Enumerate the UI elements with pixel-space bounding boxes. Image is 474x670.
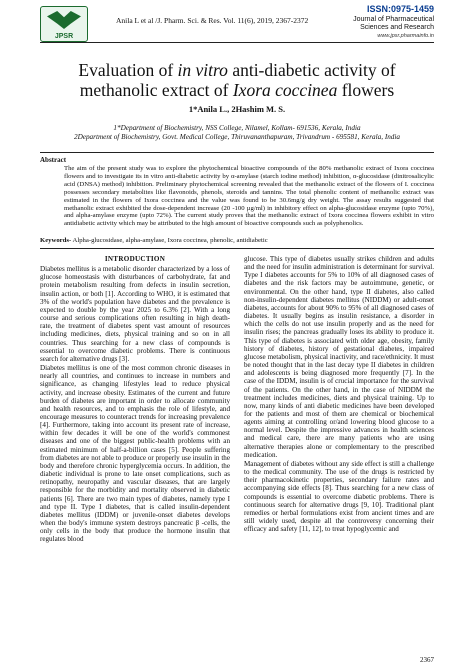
- affiliation-1: 1*Department of Biochemistry, NSS College, Nilamel, Kollam- 691536, Kerala, India: [113, 124, 361, 132]
- abstract-rule-bottom: [40, 248, 434, 249]
- title-italic-2: Ixora coccinea: [232, 80, 338, 100]
- paragraph: Management of diabetes without any side effect is still a challenge to the medical community. The use of the drugs is restricted by their pharmacokinetic properties, secondary failure rates and accompanying side effects [8]. Thus searching for a new class of compounds is essential to overcome diabetic problems. There is continuous search for alternative drugs [9, 10]. Traditional plant remedies or herbal formulations exist from ancient times and are still widely used, despite all the controversy concerning their efficacy and safety [11, 12], to treat hypoglycemic and: [244, 459, 434, 534]
- article-title: [40, 60, 434, 100]
- title-part-2: anti-diabetic activity of methanolic extract of: [79, 60, 396, 100]
- page-number: 2367: [420, 656, 434, 664]
- issn: ISSN:0975-1459: [366, 4, 434, 14]
- abstract-heading: Abstract: [40, 156, 67, 164]
- abstract-rule-top: [40, 152, 434, 153]
- introduction-heading: INTRODUCTION: [104, 255, 166, 263]
- running-header: Anila L et al /J. Pharm. Sci. & Res. Vol. 11(6), 2019, 2367-2372: [116, 16, 309, 25]
- right-column: [244, 255, 434, 534]
- keywords-text: Alpha-glucosidase, alpha-amylase, Ixora coccinea, phenolic, antidiabetic: [71, 237, 268, 244]
- title-italic-1: in vitro: [177, 60, 228, 80]
- title-part-3: flowers: [337, 80, 395, 100]
- paragraph: glucose. This type of diabetes usually strikes children and adults and the need for insulin administration is determinant for survival. Type I diabetes accounts for 5% to 10% of all diagnosed cases of diabetes and the risk factors may be autoimmune, genetic, or environmental. On the other hand, type II diabetes, also called non-insulin-dependent diabetes mellitus (NIDDM) or adult-onset diabetes, accounts for about 90% to 95% of all diagnosed cases of diabetes. It usually begins as insulin resistance, a disorder in which the cells do not use insulin properly and as the need for insulin rises; the pancreas gradually loses its ability to produce it. This type of diabetes is associated with older age, obesity, family history of diabetes, history of gestational diabetes, impaired glucose metabolism, physical inactivity, and race/ethnicity. It must be noted thought that in the last decay type II diabetes in children and adolescents is being diagnosed more frequently [7]. In the case of the IDDM, insulin is of crucial importance for the survival of the patients. On the other hand, in the case of NIDDM the treatment includes medicines, diets and physical training. Up to now, many kinds of anti diabetic medicines have been developed for the patients and most of them are chemical or biochemical agents aiming at controlling or/and lowering blood glucose to a normal level. Despite the impressive advances in health sciences and medical care, there are many patients who are using alternative therapies alone or complementary to the prescribed medication.: [244, 255, 434, 459]
- abstract-text: The aim of the present study was to explore the phytochemical bioactive compounds of the 80% methanolic extract of Ixora coccinea flowers and to investigate its in vitro anti-diabetic activity by α-amylase (starch iodine method) inhibition, α-glucosidase (dinitrosalicylic acid (DNSA) method) inhibition. Preliminary phytochemical screening revealed that the methanolic extract of the flowers of I. coccinea possesses secondary metabolites like flavonoids, phenols, steroids and tannins. The total phenolic content of methanolic extract was estimated in the flowers of Ixora coccinea and the value was found to be 30.6mg/g dry weight. The assay results suggested that methanolic extract exhibited the dose-dependent increase (20 -100 µg/ml) in inhibitory effect on alpha-glucosidase enzyme (upto 70%), and alpha-amylase enzyme (upto 72%). The current study proves that the methanolic extract of Ixora coccinea flowers exhibit in vitro antidiabetic activity which may be attributed to the high amount of bioactive compounds such as polyphenolics.: [64, 165, 434, 228]
- affiliations: [40, 124, 434, 142]
- paragraph: Diabetes mellitus is one of the most common chronic diseases in nearly all countries, and continues to increase in numbers and significance, as changing lifestyles lead to reduce physical activity, and increase obesity. Estimates of the current and future burden of diabetes are important in order to allocate community and health resources, and to emphasis the role of lifestyle, and encourage measures to counteract trends for increasing prevalence [4]. Furthermore, taking into account its present rate of increase, within few decades it will be one of the world's commonest diseases and one of the biggest public-health problems with an estimated minimum of half-a-billion cases [5]. People suffering from diabetes are not able to produce or properly use insulin in the body and therefore chronic hyperglycemia occurs. In addition, the diabetic individual is prone to late onset complications, such as retinopathy, neuropathy and vascular diseases, that are largely responsible for the morbidity and mortality observed in diabetic patients [6]. There are two main types of diabetes, namely type I and type II. Type I diabetes, that is called insulin-dependent diabetes mellitus (IDDM) or juvenile-onset diabetes develops when the body's immune system destroys pancreatic β -cells, the only cells in the body that produce the hormone insulin that regulates blood: [40, 364, 230, 544]
- journal-url[interactable]: www.jpsr.pharmainfo.in: [377, 33, 434, 39]
- journal-name-line2: Sciences and Research: [360, 24, 434, 31]
- title-part-1: Evaluation of: [78, 60, 178, 80]
- journal-name: [353, 16, 434, 32]
- journal-logo: [40, 6, 88, 42]
- logo-text: JPSR: [54, 33, 74, 40]
- keywords-label: Keywords-: [40, 237, 72, 244]
- affiliation-2: 2Department of Biochemistry, Govt. Medical College, Thiruvananthapuram, Trivandrum - 695581, Kerala, India: [73, 133, 400, 141]
- keywords: [40, 237, 434, 245]
- header-rule: [40, 42, 434, 43]
- paragraph: Diabetes mellitus is a metabolic disorder characterized by a loss of glucose homeostasis with disturbances of carbohydrate, fat and protein metabolism resulting from defects in insulin secretion, insulin action, or both [1]. According to WHO, it is estimated that 3% of the world's population have diabetes and the prevalence is expected to double by the year 2025 to 6.3% [2]. With a long course and serious complications often resulting in high death-rate, the treatment of diabetes spent vast amount of resources including medicines, diets, physical training and so on in all countries. Thus searching for a new class of compounds is essential to overcome diabetic problems. There is continuous search for alternative drugs [3].: [40, 265, 230, 363]
- logo-emblem-icon: [47, 11, 81, 29]
- journal-name-line1: Journal of Pharmaceutical: [353, 16, 434, 23]
- authors: 1*Anila L., 2Hashim M. S.: [188, 104, 286, 114]
- left-column: [40, 255, 230, 544]
